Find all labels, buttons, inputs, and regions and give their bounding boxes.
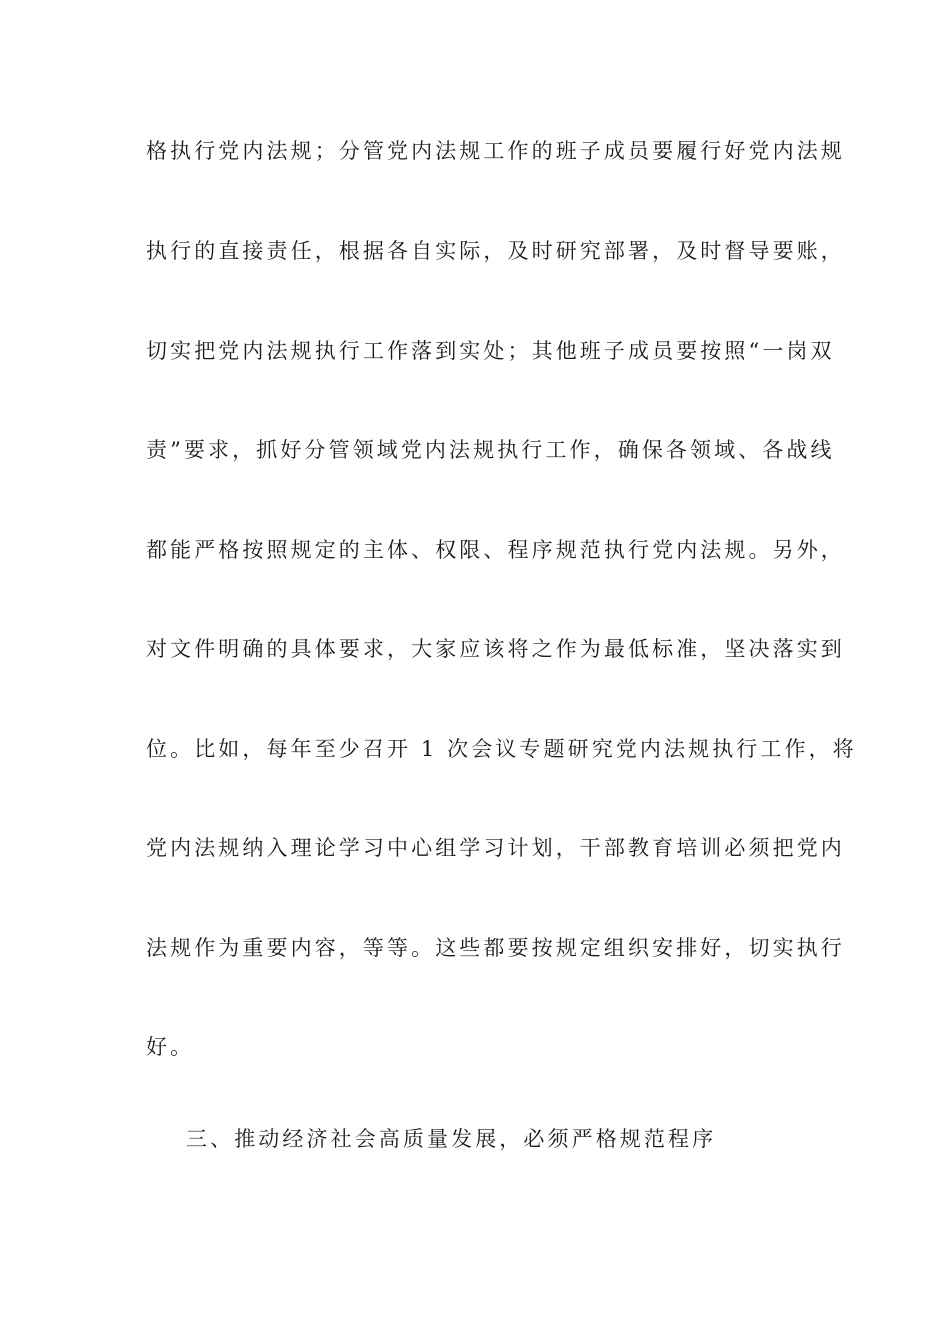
paragraph-line: 法规作为重要内容，等等。这些都要按规定组织安排好，切实执行: [146, 936, 845, 960]
paragraph-line: 对文件明确的具体要求，大家应该将之作为最低标准，坚决落实到: [146, 637, 845, 661]
section-heading: 三、推动经济社会高质量发展，必须严格规范程序: [186, 1127, 717, 1151]
paragraph-line: 格执行党内法规；分管党内法规工作的班子成员要履行好党内法规: [146, 139, 845, 163]
paragraph-line: 好。: [146, 1035, 195, 1059]
paragraph-line: 都能严格按照规定的主体、权限、程序规范执行党内法规。另外，: [146, 538, 845, 562]
paragraph-line: 位。比如，每年至少召开 1 次会议专题研究党内法规执行工作，将: [146, 737, 857, 761]
paragraph-line: 责”要求，抓好分管领域党内法规执行工作，确保各领域、各战线: [146, 438, 835, 462]
paragraph-line: 党内法规纳入理论学习中心组学习计划，干部教育培训必须把党内: [146, 836, 845, 860]
paragraph-line: 执行的直接责任，根据各自实际，及时研究部署，及时督导要账，: [146, 239, 845, 263]
paragraph-line: 切实把党内法规执行工作落到实处；其他班子成员要按照“一岗双: [146, 339, 835, 363]
